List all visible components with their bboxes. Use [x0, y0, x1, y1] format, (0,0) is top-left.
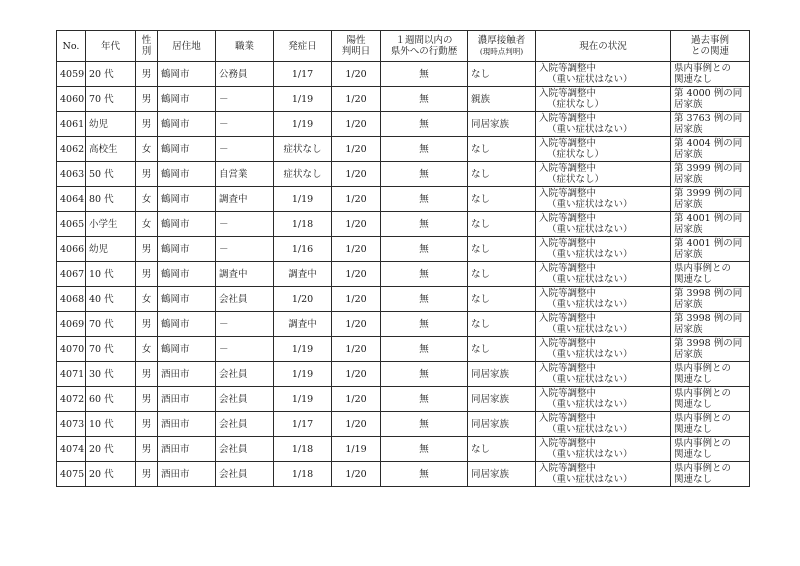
cell-contact: 同居家族 — [468, 112, 536, 137]
cell-travel: 無 — [381, 112, 468, 137]
cell-past: 第 4004 例の同 居家族 — [671, 137, 750, 162]
cell-onset: 1/19 — [274, 362, 332, 387]
cell-residence: 酒田市 — [158, 387, 216, 412]
cell-onset: 1/19 — [274, 337, 332, 362]
cell-no: 4068 — [57, 287, 86, 312]
cell-past: 第 3998 例の同 居家族 — [671, 337, 750, 362]
header-sex: 性 別 — [136, 31, 158, 62]
cell-age: 20 代 — [86, 462, 136, 487]
header-age: 年代 — [86, 31, 136, 62]
cell-past: 第 4001 例の同 居家族 — [671, 212, 750, 237]
cell-past: 第 4001 例の同 居家族 — [671, 237, 750, 262]
cell-occupation: 会社員 — [216, 412, 274, 437]
cell-residence: 酒田市 — [158, 462, 216, 487]
cell-past: 県内事例との 関連なし — [671, 387, 750, 412]
cell-no: 4075 — [57, 462, 86, 487]
cell-sex: 男 — [136, 412, 158, 437]
cell-sex: 男 — [136, 262, 158, 287]
cell-occupation: － — [216, 237, 274, 262]
cell-age: 70 代 — [86, 337, 136, 362]
cell-status: 入院等調整中 （重い症状はない） — [536, 337, 671, 362]
cell-sex: 男 — [136, 362, 158, 387]
cell-no: 4059 — [57, 62, 86, 87]
cell-occupation: 調査中 — [216, 187, 274, 212]
cell-contact: なし — [468, 237, 536, 262]
table-row — [57, 262, 750, 287]
cell-sex: 男 — [136, 437, 158, 462]
cell-positive-date: 1/20 — [332, 337, 381, 362]
cell-positive-date: 1/20 — [332, 362, 381, 387]
cell-positive-date: 1/20 — [332, 312, 381, 337]
table-body — [57, 62, 750, 487]
table-row — [57, 212, 750, 237]
table-row — [57, 412, 750, 437]
cell-past: 県内事例との 関連なし — [671, 412, 750, 437]
cell-residence: 鶴岡市 — [158, 87, 216, 112]
table-row — [57, 87, 750, 112]
cell-age: 20 代 — [86, 437, 136, 462]
cell-travel: 無 — [381, 437, 468, 462]
cell-positive-date: 1/20 — [332, 162, 381, 187]
cell-onset: 症状なし — [274, 137, 332, 162]
cell-past: 県内事例との 関連なし — [671, 362, 750, 387]
cell-onset: 1/20 — [274, 287, 332, 312]
table-row — [57, 287, 750, 312]
cell-travel: 無 — [381, 237, 468, 262]
cell-onset: 1/18 — [274, 462, 332, 487]
table-row — [57, 337, 750, 362]
cell-age: 幼児 — [86, 112, 136, 137]
cell-positive-date: 1/20 — [332, 112, 381, 137]
cell-occupation: 調査中 — [216, 262, 274, 287]
cell-sex: 女 — [136, 212, 158, 237]
cell-contact: 同居家族 — [468, 412, 536, 437]
table-row — [57, 187, 750, 212]
cell-onset: 1/16 — [274, 237, 332, 262]
cell-age: 小学生 — [86, 212, 136, 237]
cell-onset: 1/18 — [274, 437, 332, 462]
header-residence: 居住地 — [158, 31, 216, 62]
cell-status: 入院等調整中 （重い症状はない） — [536, 187, 671, 212]
cell-travel: 無 — [381, 462, 468, 487]
cell-age: 10 代 — [86, 412, 136, 437]
cell-no: 4070 — [57, 337, 86, 362]
cell-positive-date: 1/20 — [332, 287, 381, 312]
cell-occupation: － — [216, 87, 274, 112]
cell-no: 4062 — [57, 137, 86, 162]
cell-residence: 鶴岡市 — [158, 237, 216, 262]
cell-travel: 無 — [381, 212, 468, 237]
cell-residence: 鶴岡市 — [158, 312, 216, 337]
table-row — [57, 362, 750, 387]
cell-status: 入院等調整中 （重い症状はない） — [536, 112, 671, 137]
cell-sex: 女 — [136, 137, 158, 162]
case-table — [56, 30, 750, 487]
cell-contact: なし — [468, 262, 536, 287]
cell-sex: 女 — [136, 337, 158, 362]
cell-status: 入院等調整中 （重い症状はない） — [536, 387, 671, 412]
cell-contact: 親族 — [468, 87, 536, 112]
cell-status: 入院等調整中 （重い症状はない） — [536, 312, 671, 337]
cell-onset: 1/18 — [274, 212, 332, 237]
table-row — [57, 462, 750, 487]
cell-contact: なし — [468, 437, 536, 462]
cell-status: 入院等調整中 （重い症状はない） — [536, 437, 671, 462]
cell-occupation: － — [216, 337, 274, 362]
cell-age: 10 代 — [86, 262, 136, 287]
cell-contact: なし — [468, 212, 536, 237]
cell-no: 4063 — [57, 162, 86, 187]
cell-contact: 同居家族 — [468, 362, 536, 387]
cell-occupation: 会社員 — [216, 362, 274, 387]
cell-status: 入院等調整中 （重い症状はない） — [536, 62, 671, 87]
cell-positive-date: 1/20 — [332, 412, 381, 437]
cell-status: 入院等調整中 （重い症状はない） — [536, 212, 671, 237]
cell-past: 県内事例との 関連なし — [671, 437, 750, 462]
cell-occupation: 公務員 — [216, 62, 274, 87]
cell-age: 40 代 — [86, 287, 136, 312]
cell-travel: 無 — [381, 312, 468, 337]
cell-no: 4061 — [57, 112, 86, 137]
cell-contact: なし — [468, 62, 536, 87]
cell-travel: 無 — [381, 87, 468, 112]
cell-onset: 1/17 — [274, 62, 332, 87]
cell-status: 入院等調整中 （重い症状はない） — [536, 362, 671, 387]
cell-no: 4066 — [57, 237, 86, 262]
cell-onset: 1/19 — [274, 187, 332, 212]
cell-sex: 男 — [136, 387, 158, 412]
cell-onset: 1/17 — [274, 412, 332, 437]
cell-contact: なし — [468, 312, 536, 337]
cell-past: 県内事例との 関連なし — [671, 462, 750, 487]
header-travel: １週間以内の 県外への行動歴 — [381, 31, 468, 62]
cell-contact: なし — [468, 162, 536, 187]
table-row — [57, 62, 750, 87]
cell-no: 4071 — [57, 362, 86, 387]
table-row — [57, 312, 750, 337]
cell-travel: 無 — [381, 337, 468, 362]
cell-status: 入院等調整中 （症状なし） — [536, 137, 671, 162]
cell-occupation: － — [216, 212, 274, 237]
cell-residence: 鶴岡市 — [158, 187, 216, 212]
header-no: No. — [57, 31, 86, 62]
cell-residence: 鶴岡市 — [158, 287, 216, 312]
cell-sex: 男 — [136, 112, 158, 137]
cell-sex: 男 — [136, 312, 158, 337]
cell-onset: 1/19 — [274, 387, 332, 412]
cell-residence: 鶴岡市 — [158, 337, 216, 362]
cell-onset: 調査中 — [274, 262, 332, 287]
cell-sex: 男 — [136, 162, 158, 187]
cell-onset: 1/19 — [274, 87, 332, 112]
cell-sex: 女 — [136, 187, 158, 212]
cell-past: 第 4000 例の同 居家族 — [671, 87, 750, 112]
table-row — [57, 112, 750, 137]
cell-status: 入院等調整中 （重い症状はない） — [536, 462, 671, 487]
cell-sex: 男 — [136, 87, 158, 112]
cell-age: 80 代 — [86, 187, 136, 212]
cell-onset: 1/19 — [274, 112, 332, 137]
cell-travel: 無 — [381, 287, 468, 312]
cell-no: 4073 — [57, 412, 86, 437]
header-contact: 濃厚接触者 (現時点判明) — [468, 31, 536, 62]
cell-past: 第 3998 例の同 居家族 — [671, 312, 750, 337]
cell-travel: 無 — [381, 387, 468, 412]
cell-past: 県内事例との 関連なし — [671, 262, 750, 287]
cell-travel: 無 — [381, 412, 468, 437]
cell-occupation: 自営業 — [216, 162, 274, 187]
cell-contact: なし — [468, 187, 536, 212]
cell-residence: 鶴岡市 — [158, 137, 216, 162]
cell-sex: 男 — [136, 62, 158, 87]
cell-no: 4069 — [57, 312, 86, 337]
cell-no: 4074 — [57, 437, 86, 462]
cell-contact: なし — [468, 137, 536, 162]
cell-age: 70 代 — [86, 312, 136, 337]
cell-residence: 酒田市 — [158, 412, 216, 437]
table-row — [57, 162, 750, 187]
cell-age: 50 代 — [86, 162, 136, 187]
cell-positive-date: 1/20 — [332, 387, 381, 412]
cell-past: 第 3763 例の同 居家族 — [671, 112, 750, 137]
cell-past: 第 3999 例の同 居家族 — [671, 162, 750, 187]
cell-positive-date: 1/20 — [332, 62, 381, 87]
cell-residence: 鶴岡市 — [158, 262, 216, 287]
cell-contact: 同居家族 — [468, 387, 536, 412]
cell-no: 4064 — [57, 187, 86, 212]
cell-status: 入院等調整中 （重い症状はない） — [536, 237, 671, 262]
cell-status: 入院等調整中 （重い症状はない） — [536, 287, 671, 312]
cell-occupation: － — [216, 137, 274, 162]
cell-status: 入院等調整中 （症状なし） — [536, 162, 671, 187]
cell-residence: 酒田市 — [158, 362, 216, 387]
cell-positive-date: 1/20 — [332, 262, 381, 287]
cell-no: 4065 — [57, 212, 86, 237]
table-row — [57, 387, 750, 412]
cell-sex: 男 — [136, 237, 158, 262]
cell-occupation: 会社員 — [216, 437, 274, 462]
header-status: 現在の状況 — [536, 31, 671, 62]
cell-sex: 女 — [136, 287, 158, 312]
cell-age: 70 代 — [86, 87, 136, 112]
cell-no: 4067 — [57, 262, 86, 287]
cell-age: 幼児 — [86, 237, 136, 262]
cell-travel: 無 — [381, 137, 468, 162]
header-onset: 発症日 — [274, 31, 332, 62]
cell-residence: 鶴岡市 — [158, 112, 216, 137]
table-header — [57, 31, 750, 62]
cell-contact: 同居家族 — [468, 462, 536, 487]
cell-contact: なし — [468, 287, 536, 312]
cell-past: 県内事例との 関連なし — [671, 62, 750, 87]
cell-residence: 鶴岡市 — [158, 162, 216, 187]
cell-travel: 無 — [381, 362, 468, 387]
cell-onset: 調査中 — [274, 312, 332, 337]
cell-travel: 無 — [381, 262, 468, 287]
cell-past: 第 3998 例の同 居家族 — [671, 287, 750, 312]
cell-residence: 酒田市 — [158, 437, 216, 462]
cell-contact: なし — [468, 337, 536, 362]
cell-onset: 症状なし — [274, 162, 332, 187]
table-row — [57, 237, 750, 262]
cell-residence: 鶴岡市 — [158, 62, 216, 87]
cell-status: 入院等調整中 （重い症状はない） — [536, 412, 671, 437]
table-row — [57, 137, 750, 162]
cell-age: 30 代 — [86, 362, 136, 387]
header-occupation: 職業 — [216, 31, 274, 62]
cell-travel: 無 — [381, 62, 468, 87]
cell-occupation: － — [216, 312, 274, 337]
cell-status: 入院等調整中 （症状なし） — [536, 87, 671, 112]
cell-past: 第 3999 例の同 居家族 — [671, 187, 750, 212]
cell-travel: 無 — [381, 162, 468, 187]
cell-positive-date: 1/20 — [332, 237, 381, 262]
cell-travel: 無 — [381, 187, 468, 212]
cell-positive-date: 1/20 — [332, 137, 381, 162]
cell-no: 4060 — [57, 87, 86, 112]
cell-positive-date: 1/19 — [332, 437, 381, 462]
cell-age: 高校生 — [86, 137, 136, 162]
cell-positive-date: 1/20 — [332, 87, 381, 112]
cell-sex: 男 — [136, 462, 158, 487]
cell-age: 20 代 — [86, 62, 136, 87]
cell-occupation: 会社員 — [216, 462, 274, 487]
cell-occupation: 会社員 — [216, 387, 274, 412]
cell-occupation: － — [216, 112, 274, 137]
cell-positive-date: 1/20 — [332, 212, 381, 237]
table-row — [57, 437, 750, 462]
cell-no: 4072 — [57, 387, 86, 412]
cell-status: 入院等調整中 （重い症状はない） — [536, 262, 671, 287]
cell-positive-date: 1/20 — [332, 462, 381, 487]
header-past: 過去事例 との関連 — [671, 31, 750, 62]
cell-age: 60 代 — [86, 387, 136, 412]
cell-residence: 鶴岡市 — [158, 212, 216, 237]
header-positive-date: 陽性 判明日 — [332, 31, 381, 62]
cell-positive-date: 1/20 — [332, 187, 381, 212]
cell-occupation: 会社員 — [216, 287, 274, 312]
